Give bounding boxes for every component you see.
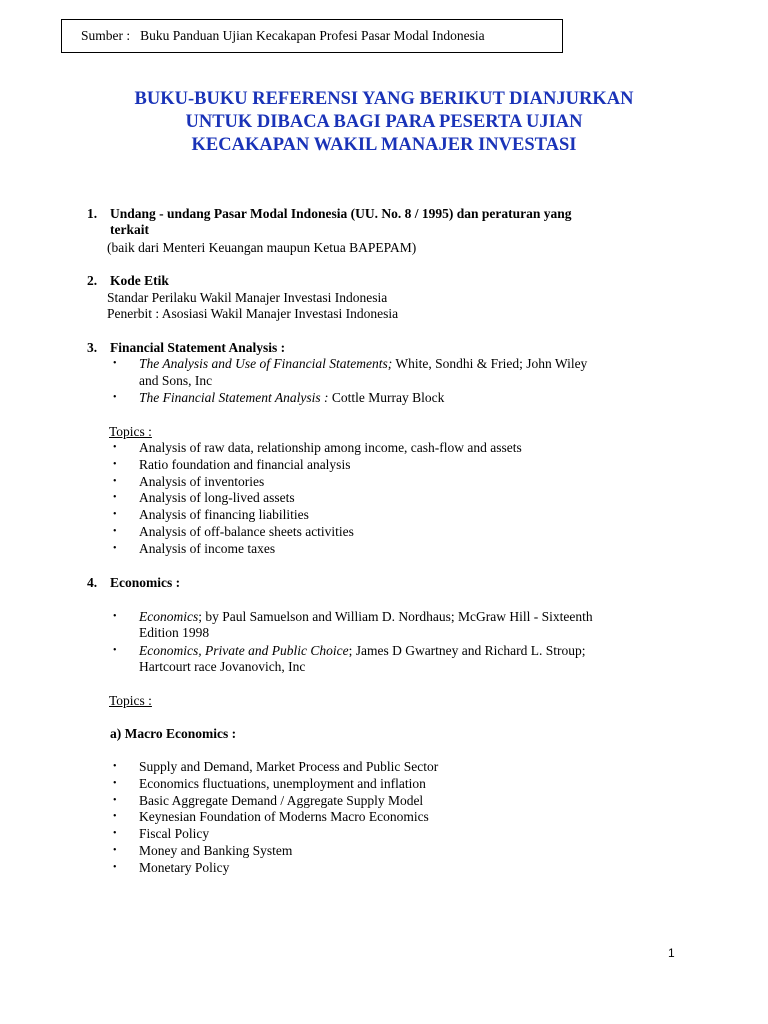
bullet: •	[113, 509, 117, 520]
page-title	[0, 88, 768, 157]
bullet: •	[113, 611, 117, 622]
bullet: •	[113, 492, 117, 503]
section-4-title: Economics :	[110, 575, 181, 590]
list-item: Analysis of income taxes	[139, 541, 276, 556]
bullet: •	[113, 778, 117, 789]
ref-title: The Financial Statement Analysis :	[139, 390, 329, 405]
list-item: Analysis of financing liabilities	[139, 507, 309, 522]
section-3-number: 3.	[87, 340, 98, 355]
macro-economics-title: a) Macro Economics :	[110, 726, 237, 741]
section-3-title: Financial Statement Analysis :	[110, 340, 286, 355]
bullet: •	[113, 828, 117, 839]
title-line-2: UNTUK DIBACA BAGI PARA PESERTA UJIAN	[185, 112, 583, 132]
bullet: •	[113, 795, 117, 806]
list-item: Fiscal Policy	[139, 826, 210, 841]
section-1-title-line-2: terkait	[110, 222, 149, 237]
source-value: Buku Panduan Ujian Kecakapan Profesi Pasar Modal Indonesia	[140, 28, 485, 43]
page-number: 1	[668, 946, 675, 960]
source-label: Sumber :	[81, 28, 131, 43]
bullet: •	[113, 358, 117, 369]
bullet: •	[113, 862, 117, 873]
list-item: Monetary Policy	[139, 860, 230, 875]
list-item: Economics fluctuations, unemployment and inflation	[139, 776, 426, 791]
section-4-ref-2-cont: Hartcourt race Jovanovich, Inc	[139, 659, 306, 674]
section-2-title: Kode Etik	[110, 273, 169, 288]
section-1-note: (baik dari Menteri Keuangan maupun Ketua BAPEPAM)	[107, 240, 417, 255]
list-item: Analysis of inventories	[139, 474, 265, 489]
section-4-number: 4.	[87, 575, 98, 590]
bullet: •	[113, 761, 117, 772]
section-3-ref-1	[139, 356, 587, 372]
ref-details: Cottle Murray Block	[328, 390, 445, 405]
section-4-ref-2	[139, 643, 586, 659]
bullet: •	[113, 459, 117, 470]
ref-title: Economics	[139, 609, 199, 624]
section-4-topics-label: Topics :	[109, 693, 152, 708]
list-item: Analysis of off-balance sheets activities	[139, 524, 354, 539]
section-4-ref-1-cont: Edition 1998	[139, 625, 210, 640]
title-line-1: BUKU-BUKU REFERENSI YANG BERIKUT DIANJURKAN	[134, 89, 634, 109]
title-line-3: KECAKAPAN WAKIL MANAJER INVESTASI	[191, 135, 577, 155]
bullet: •	[113, 526, 117, 537]
list-item: Basic Aggregate Demand / Aggregate Supply Model	[139, 793, 424, 808]
bullet: •	[113, 392, 117, 403]
ref-title: The Analysis and Use of Financial Statements;	[139, 356, 393, 371]
section-4-ref-1	[139, 609, 593, 625]
bullet: •	[113, 442, 117, 453]
list-item: Keynesian Foundation of Moderns Macro Economics	[139, 809, 429, 824]
section-2-line-2: Penerbit : Asosiasi Wakil Manajer Investasi Indonesia	[107, 306, 399, 321]
list-item: Ratio foundation and financial analysis	[139, 457, 351, 472]
bullet: •	[113, 476, 117, 487]
bullet: •	[113, 845, 117, 856]
section-2-line-1: Standar Perilaku Wakil Manajer Investasi Indonesia	[107, 290, 388, 305]
section-2-number: 2.	[87, 273, 98, 288]
bullet: •	[113, 811, 117, 822]
section-3-topics-label: Topics :	[109, 424, 152, 439]
list-item: Supply and Demand, Market Process and Public Sector	[139, 759, 439, 774]
source-box	[61, 19, 563, 53]
list-item: Analysis of long-lived assets	[139, 490, 295, 505]
section-3-ref-2	[139, 390, 444, 406]
list-item: Money and Banking System	[139, 843, 293, 858]
section-3-ref-1-cont: and Sons, Inc	[139, 373, 213, 388]
ref-details: ; James D Gwartney and Richard L. Stroup;	[348, 643, 586, 658]
section-1-number: 1.	[87, 206, 98, 221]
section-1-title-line-1: Undang - undang Pasar Modal Indonesia (UU. No. 8 / 1995) dan peraturan yang	[110, 206, 572, 221]
ref-details: White, Sondhi & Fried; John Wiley	[392, 356, 588, 371]
ref-details: ; by Paul Samuelson and William D. Nordhaus; McGraw Hill - Sixteenth	[198, 609, 593, 624]
bullet: •	[113, 543, 117, 554]
ref-title: Economics, Private and Public Choice	[139, 643, 349, 658]
bullet: •	[113, 645, 117, 656]
list-item: Analysis of raw data, relationship among income, cash-flow and assets	[139, 440, 522, 455]
